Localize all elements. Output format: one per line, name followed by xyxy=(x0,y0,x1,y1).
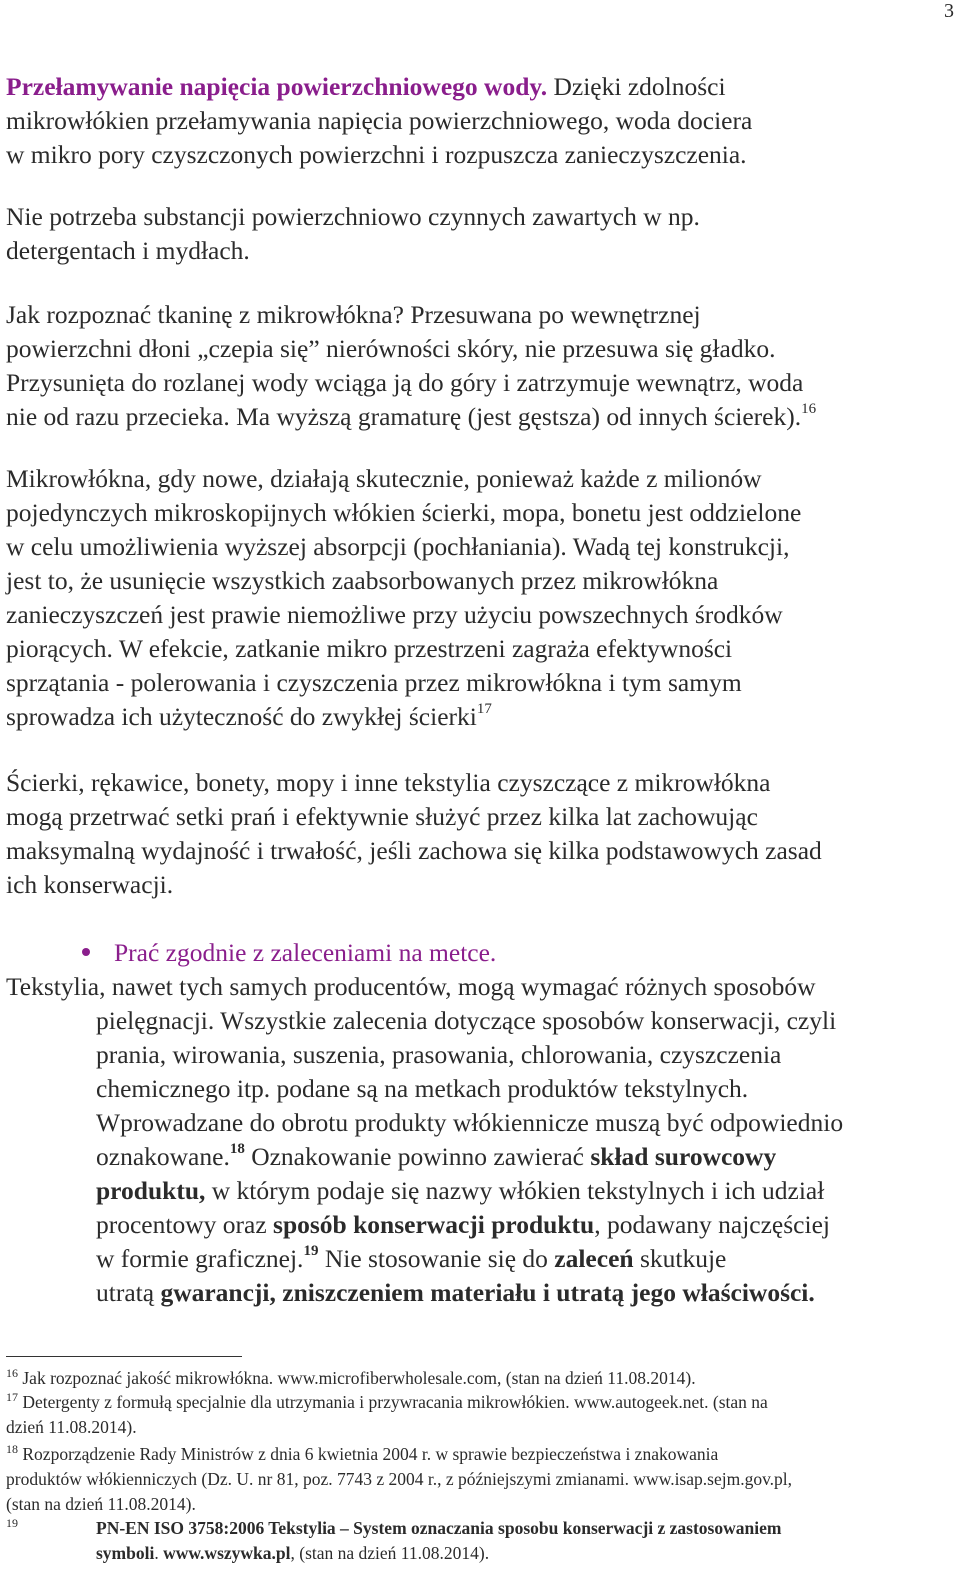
footnote-text: produktów włókienniczych (Dz. U. nr 81, poz. 7743 z 2004 r., z późniejszymi zmianami. www.isap.sejm.gov.pl, xyxy=(6,1469,793,1489)
text-line: maksymalną wydajność i trwałość, jeśli zachowa się kilka podstawowych zasad xyxy=(6,836,822,865)
footnote-text: , (stan na dzień 11.08.2014). xyxy=(290,1543,490,1563)
bullet-text: Prać zgodnie z zaleceniami na metce. xyxy=(114,938,497,967)
question-text: Jak rozpoznać tkaninę z mikrowłókna? xyxy=(6,300,404,329)
footnote-number: 17 xyxy=(6,1390,18,1404)
footnote-16 xyxy=(6,1366,954,1391)
text-line: w celu umożliwienia wyższej absorpcji (pochłaniania). Wadą tej konstrukcji, xyxy=(6,532,790,561)
footnote-ref-18: 18 xyxy=(229,1141,245,1157)
footnote-text: symboli xyxy=(96,1543,155,1563)
text-span: Dzięki zdolności xyxy=(547,72,726,101)
text-line: pojedynczych mikroskopijnych włókien ścierki, mopa, bonetu jest oddzielone xyxy=(6,498,802,527)
text-span: w formie graficznej. xyxy=(96,1244,304,1273)
text-line: jest to, że usunięcie wszystkich zaabsorbowanych przez mikrowłókna xyxy=(6,566,719,595)
text-line: sprzątania - polerowania i czyszczenia przez mikrowłókna i tym samym xyxy=(6,668,742,697)
footnote-link: www.wszywka.pl xyxy=(163,1543,291,1563)
footnote-number: 18 xyxy=(6,1442,18,1456)
text-line: ich konserwacji. xyxy=(6,870,174,899)
paragraph-no-detergents xyxy=(6,200,954,268)
bold-text: zaleceń xyxy=(554,1244,634,1273)
text-line: Mikrowłókna, gdy nowe, działają skutecznie, ponieważ każde z milionów xyxy=(6,464,762,493)
bold-text: sposób konserwacji produktu xyxy=(273,1210,595,1239)
text-line: Przysunięta do rozlanej wody wciąga ją do góry i zatrzymuje wewnątrz, woda xyxy=(6,368,804,397)
bold-text: produktu, xyxy=(96,1176,206,1205)
text-line: Tekstylia, nawet tych samych producentów, mogą wymagać różnych sposobów xyxy=(6,972,816,1001)
footnote-ref-17: 17 xyxy=(476,701,492,717)
page-number: 3 xyxy=(944,0,954,22)
text-span: Przesuwana po wewnętrznej xyxy=(403,300,701,329)
section-heading: Przełamywanie napięcia powierzchniowego wody. xyxy=(6,72,548,101)
text-line: mogą przetrwać setki prań i efektywnie służyć przez kilka lat zachowując xyxy=(6,802,758,831)
text-span: skutkuje xyxy=(633,1244,727,1273)
text-line: Nie potrzeba substancji powierzchniowo czynnych zawartych w np. xyxy=(6,202,700,231)
text-line: detergentach i mydłach. xyxy=(6,236,250,265)
text-line: chemicznego itp. podane są na metkach produktów tekstylnych. xyxy=(96,1074,749,1103)
text-span: w którym podaje się nazwy włókien tekstylnych i ich udział xyxy=(205,1176,825,1205)
paragraph-recognize-microfiber xyxy=(6,298,954,434)
footnote-separator xyxy=(6,1356,242,1357)
footnote-text: dzień 11.08.2014). xyxy=(6,1417,137,1437)
text-span: , podawany najczęściej xyxy=(594,1210,830,1239)
bullet-item xyxy=(82,936,496,970)
paragraph-labeling xyxy=(6,970,954,1310)
paragraph-surface-tension xyxy=(6,70,954,172)
footnote-ref-16: 16 xyxy=(801,401,817,417)
text-line: piorących. W efekcie, zatkanie mikro przestrzeni zagraża efektywności xyxy=(6,634,733,663)
text-line: pielęgnacji. Wszystkie zalecenia dotyczące sposobów konserwacji, czyli xyxy=(96,1006,837,1035)
footnote-text: Rozporządzenie Rady Ministrów z dnia 6 kwietnia 2004 r. w sprawie bezpieczeństwa i znakowania xyxy=(22,1444,719,1464)
footnote-17 xyxy=(6,1390,954,1440)
text-line: powierzchni dłoni „czepia się” nierówności skóry, nie przesuwa się gładko. xyxy=(6,334,776,363)
paragraph-microfiber-drawback xyxy=(6,462,954,734)
footnote-text: Detergenty z formułą specjalnie dla utrzymania i przywracania mikrowłókien. www.autogeek.net. (stan na xyxy=(22,1392,768,1412)
footnote-text: . xyxy=(154,1543,164,1563)
text-line: Ścierki, rękawice, bonety, mopy i inne tekstylia czyszczące z mikrowłókna xyxy=(6,768,771,797)
text-span: oznakowane. xyxy=(96,1142,230,1171)
text-span: utratą xyxy=(96,1278,161,1307)
bold-text: skład surowcowy xyxy=(590,1142,777,1171)
text-span: nie od razu przecieka. Ma wyższą gramaturę (jest gęstsza) od innych ścierek). xyxy=(6,402,802,431)
footnote-text: PN-EN ISO 3758:2006 Tekstylia – System oznaczania sposobu konserwacji z zastosowaniem xyxy=(96,1518,782,1538)
footnote-number: 19 xyxy=(6,1516,18,1530)
footnote-ref-19: 19 xyxy=(303,1243,319,1259)
text-span: Nie stosowanie się do xyxy=(318,1244,555,1273)
text-span: sprowadza ich użyteczność do zwykłej ścierki xyxy=(6,702,477,731)
text-line: mikrowłókien przełamywania napięcia powierzchniowego, woda dociera xyxy=(6,106,753,135)
text-span: procentowy oraz xyxy=(96,1210,274,1239)
footnote-text: Jak rozpoznać jakość mikrowłókna. www.microfiberwholesale.com, (stan na dzień 11.08.2014). xyxy=(22,1368,696,1388)
footnote-19 xyxy=(6,1516,954,1566)
text-span: Oznakowanie powinno zawierać xyxy=(244,1142,591,1171)
footnote-number: 16 xyxy=(6,1366,18,1380)
footnote-text: (stan na dzień 11.08.2014). xyxy=(6,1494,196,1514)
paragraph-durability xyxy=(6,766,954,902)
bullet-icon xyxy=(82,948,90,956)
text-line: prania, wirowania, suszenia, prasowania, chlorowania, czyszczenia xyxy=(96,1040,782,1069)
text-line: w mikro pory czyszczonych powierzchni i rozpuszcza zanieczyszczenia. xyxy=(6,140,747,169)
text-line: Wprowadzane do obrotu produkty włókiennicze muszą być odpowiednio xyxy=(96,1108,844,1137)
text-line: zanieczyszczeń jest prawie niemożliwe przy użyciu powszechnych środków xyxy=(6,600,783,629)
footnote-18 xyxy=(6,1442,954,1517)
bold-text: gwarancji, zniszczeniem materiału i utratą jego właściwości. xyxy=(160,1278,815,1307)
